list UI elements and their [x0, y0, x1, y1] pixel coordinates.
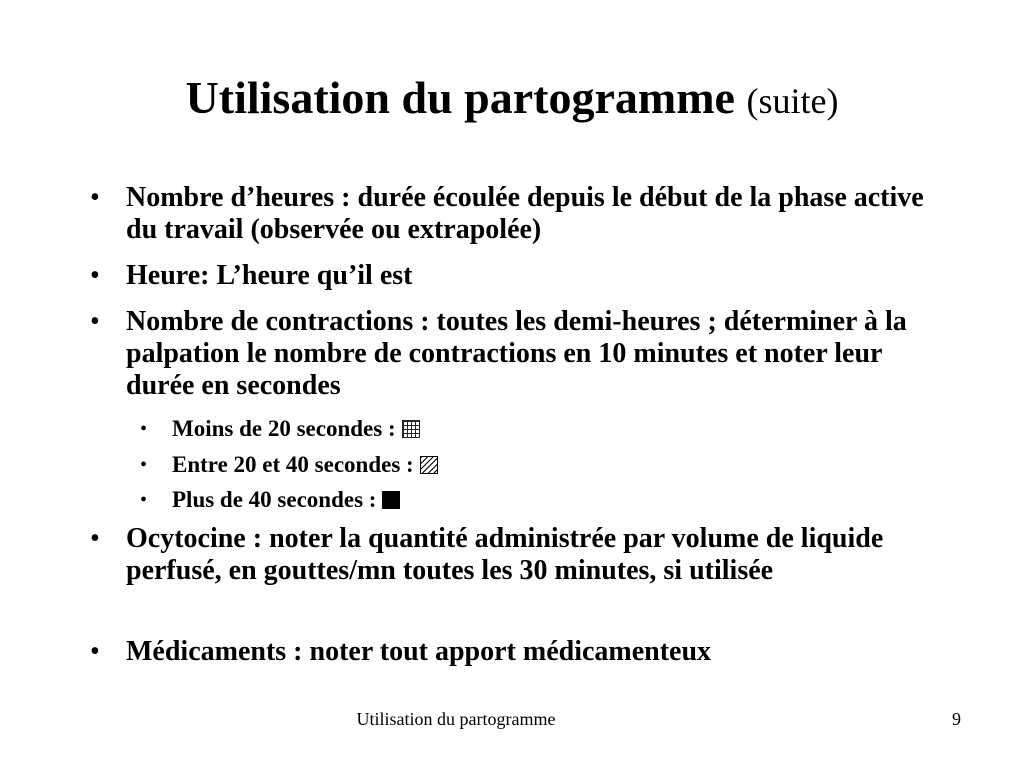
- bullet-text: Nombre de contractions : toutes les demi-heures ; déterminer à la palpation le nombre de contractions en 10 minutes et noter leur durée en secondes: [126, 306, 907, 401]
- sub-bullet-text: Moins de 20 secondes :: [172, 416, 396, 441]
- bullet-item: [90, 260, 946, 292]
- sub-bullet-icon: •: [140, 489, 148, 511]
- sub-bullet-item: [140, 450, 872, 480]
- bullet-text: Médicaments : noter tout apport médicamenteux: [126, 636, 712, 667]
- title-main: Utilisation du partogramme: [185, 72, 735, 123]
- sub-bullet-item: [140, 414, 872, 444]
- bullet-icon: •: [90, 523, 100, 554]
- bullet-text: Nombre d’heures : durée écoulée depuis le début de la phase active du travail (observée ou extrapolée): [126, 182, 924, 245]
- bullet-text: Ocytocine : noter la quantité administrée par volume de liquide perfusé, en gouttes/mn toutes les 30 minutes, si utilisée: [126, 523, 884, 586]
- sub-bullet-icon: •: [140, 454, 148, 476]
- sub-bullet-text: Entre 20 et 40 secondes :: [172, 452, 414, 477]
- sub-bullet-item: [140, 485, 872, 515]
- page-number: 9: [952, 709, 961, 729]
- bullet-icon: •: [90, 636, 100, 667]
- bullet-item: [90, 523, 946, 587]
- bullet-icon: •: [90, 260, 100, 291]
- hatched-icon: [420, 456, 438, 474]
- bullet-item: [90, 182, 946, 246]
- sub-bullet-icon: •: [140, 418, 148, 440]
- solid-square-icon: [382, 491, 400, 509]
- bullet-icon: •: [90, 182, 100, 213]
- bullet-item: [90, 306, 946, 402]
- footer-text: Utilisation du partogramme: [356, 709, 556, 729]
- bullet-text: Heure: L’heure qu’il est: [126, 260, 413, 291]
- sub-bullet-text: Plus de 40 secondes :: [172, 487, 377, 512]
- bullet-icon: •: [90, 306, 100, 337]
- dotted-icon: [402, 420, 420, 438]
- title-suffix: (suite): [746, 81, 839, 121]
- bullet-item: [90, 636, 946, 668]
